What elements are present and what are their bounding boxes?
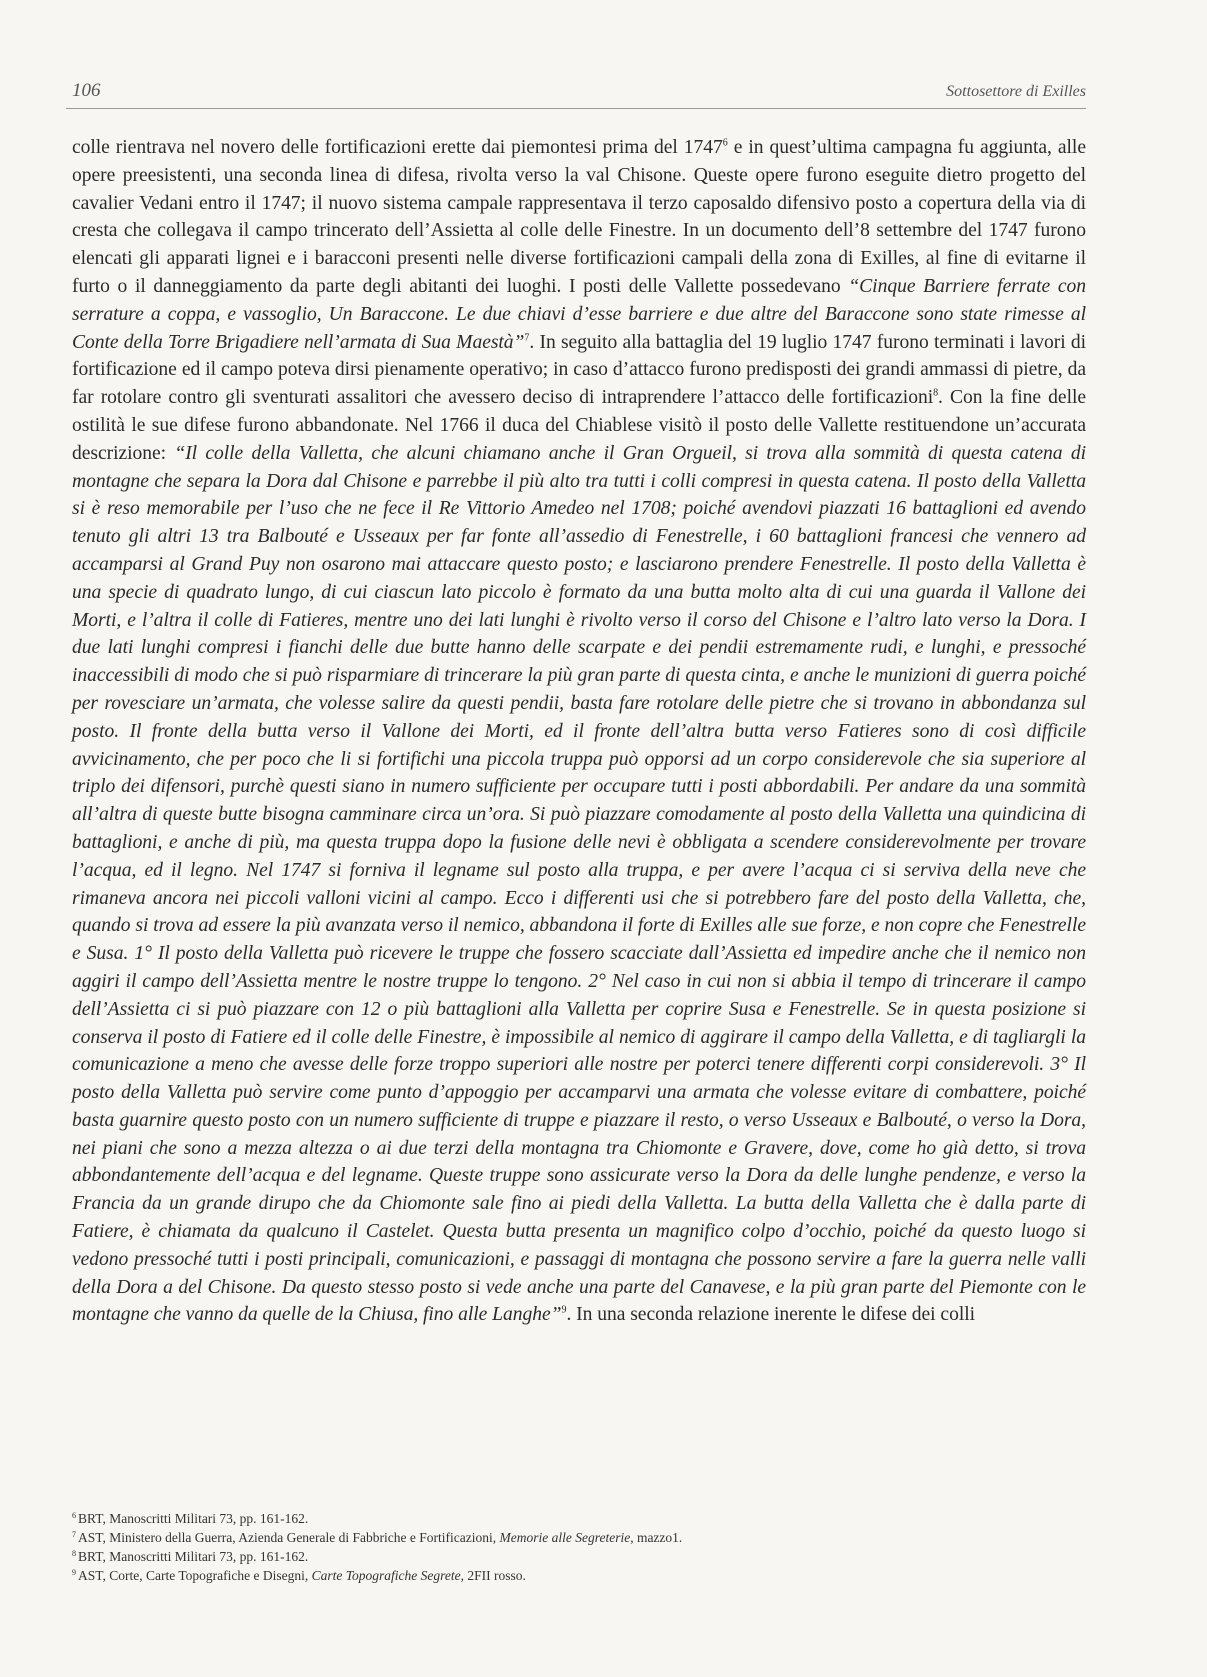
footnote-number: 9 — [72, 1567, 76, 1577]
footnote-ref: 7 — [524, 332, 530, 344]
footnote-italic: Carte Topografiche Segrete — [311, 1568, 461, 1583]
paragraph-text: e in quest’ultima campagna fu aggiunta, alle opere preesistenti, una seconda linea di difesa, rivolta verso la val Chisone. Queste opere furono eseguite dietro progetto del cavalier Vedani entro il 1747; il nuovo sistema campale rappresentava il terzo caposaldo difensivo posto a copertura della via di cresta che collegava il campo trincerato dell’Assietta al colle delle Finestre. In un documento dell’8 settembre del 1747 furono elencati gli apparati lignei e i baracconi presenti nelle diverse fortificazioni campali della zona di Exilles, al fine di evitarne il furto o il danneggiamento da parte degli abitanti dei luoghi. I posti delle Vallette possedevano — [72, 137, 1086, 297]
footnote-ref: 9 — [561, 1304, 567, 1316]
footnote-text: BRT, Manoscritti Militari 73, pp. 161-162. — [78, 1511, 309, 1526]
paragraph-text: . In seguito alla battaglia del 19 luglio 1747 furono terminati i lavori di fortificazione ed il campo poteva dirsi pienamente operativo; in caso d’attacco furono predisposti dei grandi ammassi di pietre, da far rotolare contro gli sventurati assalitori che avessero deciso di intraprendere l’attacco delle fortificazioni — [72, 331, 1086, 409]
footnote-text: , mazzo1. — [630, 1530, 683, 1545]
footnote-number: 8 — [72, 1548, 76, 1558]
footnote-ref: 6 — [722, 137, 728, 149]
footnote-text: BRT, Manoscritti Militari 73, pp. 161-162. — [78, 1549, 309, 1564]
paragraph-text: . In una seconda relazione inerente le difese dei colli — [566, 1304, 975, 1326]
footnote — [72, 1566, 1086, 1585]
quotation: “Il colle della Valletta, che alcuni chiamano anche il Gran Orgueil, si trova alla sommità di questa catena di montagne che separa la Dora dal Chisone e parrebbe il più alto tra tutti i colli compresi in questa catena. Il posto della Valletta si è reso memorabile per l’uso che ne fece il Re Vittorio Amedeo nel 1708; poiché avendovi piazzati 16 battaglioni ed avendo tenuto gli altri 13 tra Balbouté e Usseaux per far fonte all’assedio di Fenestrelle, i 60 battaglioni francesi che vennero ad accamparsi al Grand Puy non osarono mai attaccare questo posto; e lasciarono prendere Fenestrelle. Il posto della Valletta è una specie di quadrato lungo, di cui ciascun lato piccolo è formato da una butta molto alta di cui una guarda il Vallone dei Morti, e l’altra il colle di Fatieres, mentre uno dei lati lunghi è rivolto verso il corso del Chisone e l’altro lato verso la Dora. I due lati lunghi compresi i fianchi delle due butte hanno delle scarpate e dei pendii estremamente rudi, e lunghi, e pressoché inaccessibili di modo che si può risparmiare di trincerare la più gran parte di questa cinta, e anche le munizioni di guerra poiché per rovesciare un’armata, che volesse salire da questi pendii, basta fare rotolare delle pietre che si trovano in abbondanza sul posto. Il fronte della butta verso il Vallone dei Morti, ed il fronte dell’altra butta verso Fatieres sono di così difficile avvicinamento, che per poco che li si fortifichi una piccola truppa può opporsi ad un corpo considerevole che sia superiore al triplo dei difensori, purchè questi siano in numero sufficiente per occupare tutti i posti abbordabili. Per andare da una sommità all’altra di queste butte bisogna camminare circa un’ora. Si può piazzare comodamente al posto della Valletta una quindicina di battaglioni, e anche di più, ma questa truppa dopo la fusione delle nevi è obbligata a scendere considerevolmente per trovare l’acqua, ed il legno. Nel 1747 si forniva il legname sul posto alla truppa, e per avere l’acqua ci si serviva della neve che rimaneva ancora nei piccoli valloni vicini al campo. Ecco i differenti usi che si potrebbero fare del posto della Valletta, che, quando si trova ad essere la più avanzata verso il nemico, abbandona il forte di Exilles alle sue forze, e non copre che Fenestrelle e Susa. 1° Il posto della Valletta può ricevere le truppe che fossero scacciate dall’Assietta ed impedire anche che il nemico non aggiri il campo dell’Assietta mentre le nostre truppe lo tengono. 2° Nel caso in cui non si abbia il tempo di trincerare il campo dell’Assietta ci si può piazzare con 12 o più battaglioni alla Valletta per coprire Susa e Fenestrelle. Se in questa posizione si conserva il posto di Fatiere ed il colle delle Finestre, è impossibile al nemico di aggirare il campo della Valletta, e di tagliargli la comunicazione a meno che avesse delle forze troppo superiori alle nostre per poterci tenere differenti corpi considerevoli. 3° Il posto della Valletta può servire come punto d’appoggio per accamparvi una armata che volesse evitare di combattere, poiché basta guarnire questo posto con un numero sufficiente di truppe e piazzare il resto, o verso Usseaux e Balbouté, o verso la Dora, nei piani che sono a mezza altezza o ai due terzi della montagna tra Chiomonte e Gravere, dove, come ho già detto, si trova abbondantemente dell’acqua e del legname. Queste truppe sono assicurate verso la Dora da delle lunghe pendenze, e verso la Francia da un grande dirupo che da Chiomonte sale fino ai piedi della Valletta. La butta della Valletta che è dalla parte di Fatiere, è chiamata da qualcuno il Castelet. Questa butta presenta un magnifico colpo d’occhio, poiché da questo luogo si vedono pressoché tutti i posti principali, comunicazioni, e passaggi di montagna che possono servire a fare la guerra nelle valli della Dora a del Chisone. Da questo stesso posto si vede anche una parte del Canavese, e la più gran parte del Piemonte con le montagne che vanno da quelle de la Chiusa, fino alle Langhe” — [72, 442, 1086, 1326]
paragraph-text: colle rientrava nel novero delle fortificazioni erette dai piemontesi prima del 1747 — [72, 137, 723, 158]
main-paragraph — [72, 134, 1086, 1329]
footnote-text: AST, Corte, Carte Topografiche e Disegni, — [78, 1568, 312, 1583]
footnote — [72, 1509, 1086, 1528]
footnote-text: , 2FII rosso. — [460, 1568, 526, 1583]
footnotes — [72, 1509, 1086, 1585]
quotation: “Cinque Barriere ferrate con serrature a coppa, e vassoglio, Un Baraccone. Le due chiavi d’esse barriere e due altre del Baraccone sono state rimesse al Conte della Torre Brigadiere nell’armata di Sua Maestà” — [72, 275, 1086, 353]
footnote-number: 7 — [72, 1529, 76, 1539]
footnote-text: AST, Ministero della Guerra, Azienda Generale di Fabbriche e Fortificazioni, — [78, 1530, 500, 1545]
footnote-number: 6 — [72, 1510, 76, 1520]
running-title: Sottosettore di Exilles — [946, 83, 1086, 100]
footnote-ref: 8 — [933, 387, 939, 399]
page-number: 106 — [72, 80, 101, 101]
footnote-italic: Memorie alle Segreterie — [499, 1530, 631, 1545]
page-header — [66, 80, 1086, 109]
footnote — [72, 1547, 1086, 1566]
paragraph-text: . Con la fine delle ostilità le sue difese furono abbandonate. Nel 1766 il duca del Chiablese visitò il posto delle Vallette restituendone un’accurata descrizione: — [72, 387, 1086, 464]
footnote — [72, 1528, 1086, 1547]
